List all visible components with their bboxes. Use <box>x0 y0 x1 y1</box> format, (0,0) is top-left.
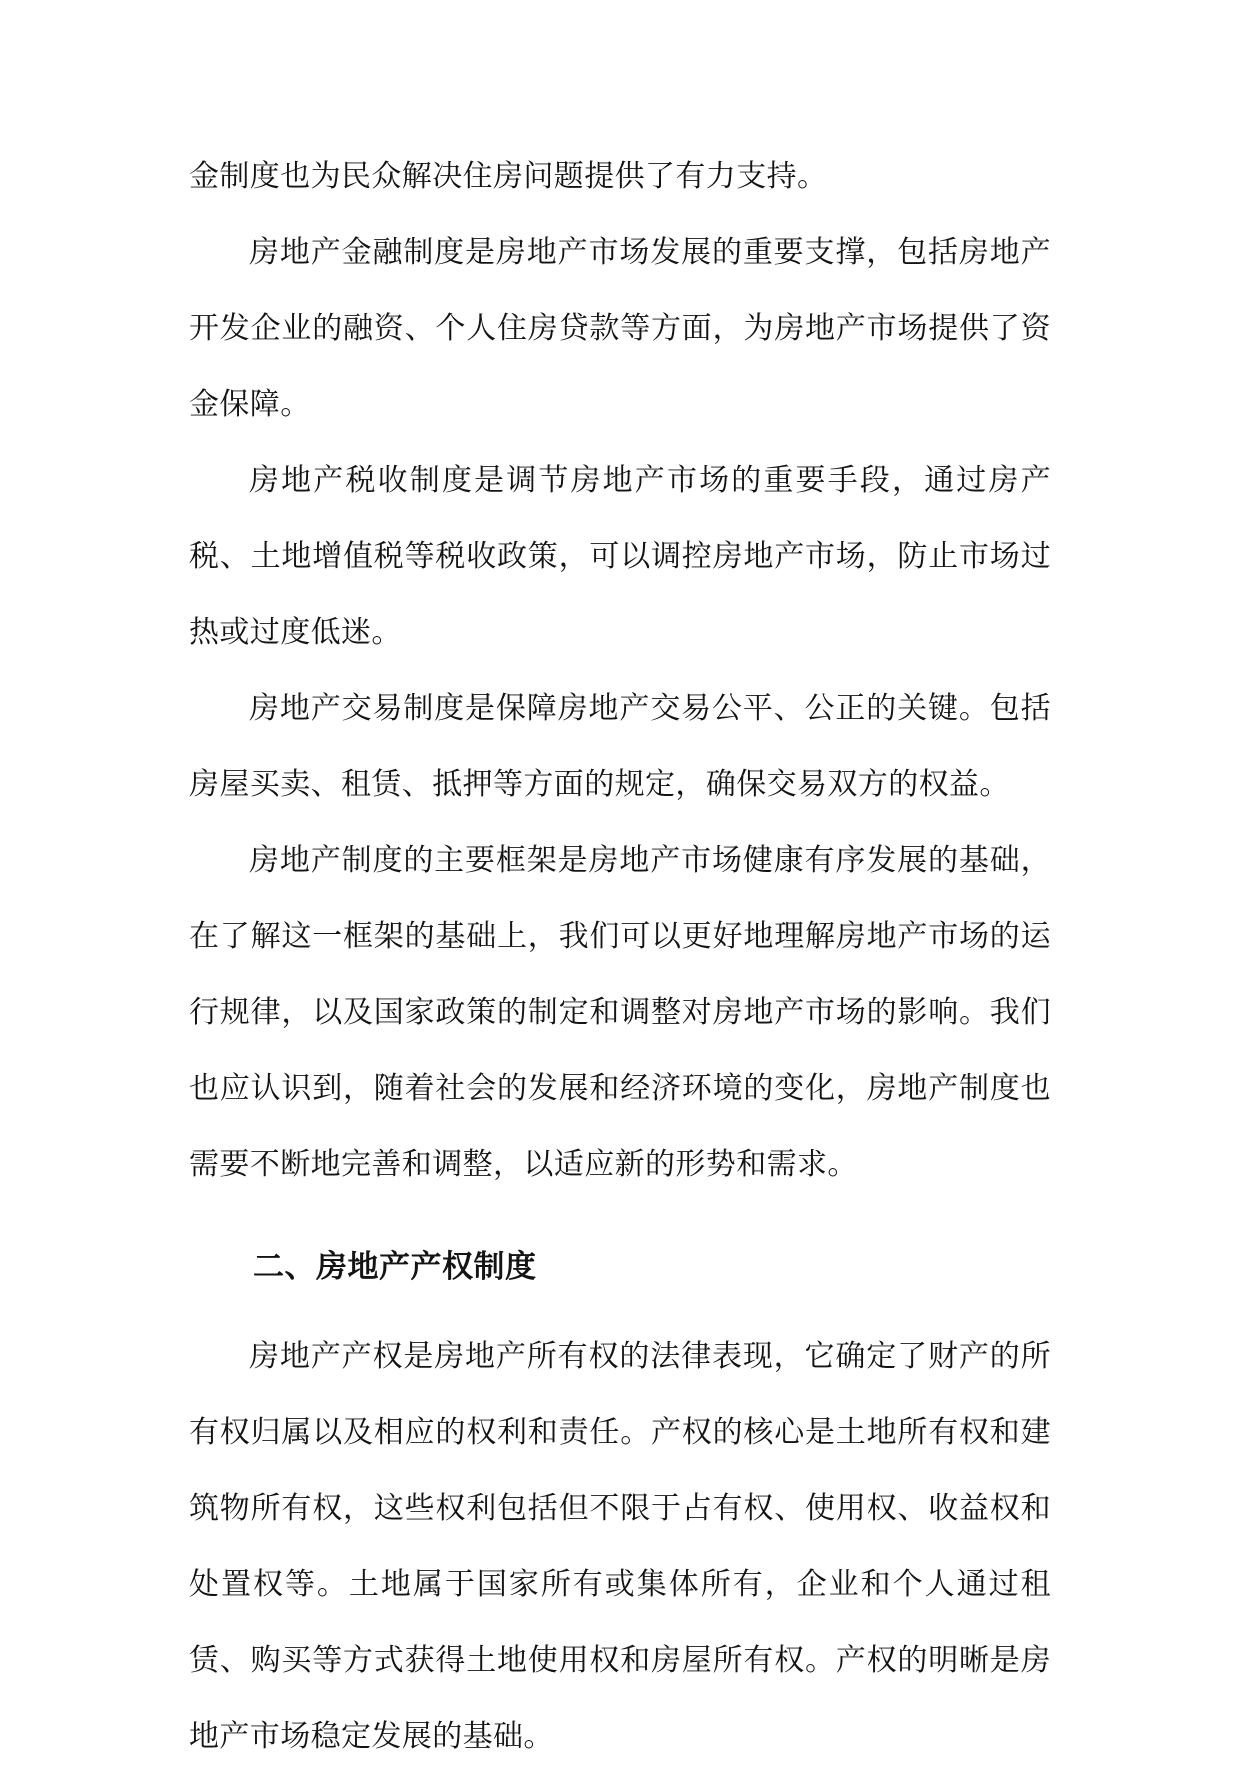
paragraph-tax-system: 房地产税收制度是调节房地产市场的重要手段，通过房产税、土地增值税等税收政策，可以调控房地产市场，防止市场过热或过度低迷。 <box>189 463 1051 650</box>
paragraph-framework-summary: 房地产制度的主要框架是房地产市场健康有序发展的基础，在了解这一框架的基础上，我们可以更好地理解房地产市场的运行规律，以及国家政策的制定和调整对房地产市场的影响。我们也应认识到，随着社会的发展和经济环境的变化，房地产制度也需要不断地完善和调整，以适应新的形势和需求。 <box>189 843 1051 1182</box>
paragraph-transaction-system: 房地产交易制度是保障房地产交易公平、公正的关键。包括房屋买卖、租赁、抵押等方面的规定，确保交易双方的权益。 <box>189 691 1051 802</box>
document-body <box>189 139 1051 1775</box>
section-heading: 二、房地产产权制度 <box>253 1249 537 1285</box>
paragraph-continued: 金制度也为民众解决住房问题提供了有力支持。 <box>189 159 828 194</box>
paragraph-finance-system: 房地产金融制度是房地产市场发展的重要支撑，包括房地产开发企业的融资、个人住房贷款等方面，为房地产市场提供了资金保障。 <box>189 235 1051 422</box>
paragraph-property-rights: 房地产产权是房地产所有权的法律表现，它确定了财产的所有权归属以及相应的权利和责任。产权的核心是土地所有权和建筑物所有权，这些权利包括但不限于占有权、使用权、收益权和处置权等。土地属于国家所有或集体所有，企业和个人通过租赁、购买等方式获得土地使用权和房屋所有权。产权的明晰是房地产市场稳定发展的基础。 <box>189 1339 1051 1754</box>
